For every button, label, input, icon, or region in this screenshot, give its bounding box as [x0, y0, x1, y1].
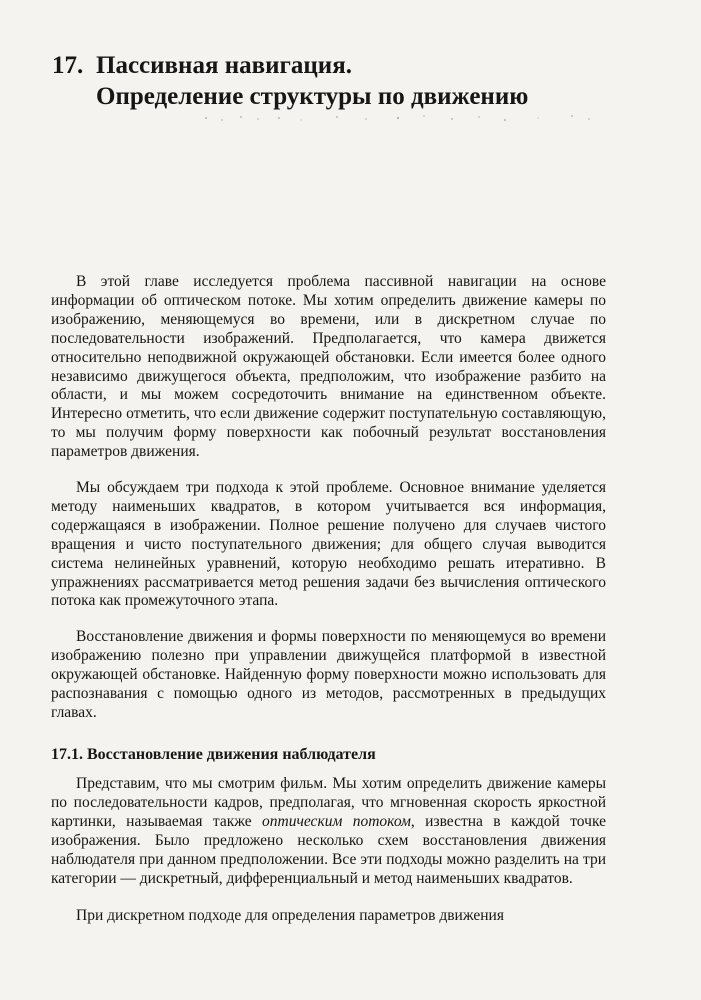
section-paragraph-1-text-b: , известна в каждой точке изображения. Было предложено несколько схем восстановления движения наблюдателя при данном предположении. Все эти подходы можно разделить на три категории — дискретный, дифференциальный и метод наименьших квадратов. — [51, 812, 606, 887]
section-paragraph-2: При дискретном подходе для определения параметров движения — [76, 907, 504, 924]
section-paragraph-1 — [51, 775, 606, 888]
chapter-title-line2: Определение структуры по движению — [96, 83, 529, 110]
section-heading: 17.1. Восстановление движения наблюдателя — [51, 746, 376, 763]
optical-flow-term: оптическим потоком — [262, 812, 411, 830]
intro-paragraph-1: В этой главе исследуется проблема пассивной навигации на основе информации об оптическом потоке. Мы хотим определить движение камеры по изображению, меняющемуся во времени, или в дискретном случае по последовательности изображений. Предполагается, что камера движется относительно неподвижной окружающей обстановки. Если имеется более одного независимо движущегося объекта, предположим, что изображение разбито на области, и мы можем сосредоточить внимание на единственном объекте. Интересно отметить, что если движение содержит поступательную составляющую, то мы получим форму поверхности как побочный результат восстановления параметров движения. — [51, 273, 606, 461]
intro-paragraph-3: Восстановление движения и формы поверхности по меняющемуся во времени изображению полезно при управлении движущейся платформой в известной окружающей обстановке. Найденную форму поверхности можно использовать для распознавания с помощью одного из методов, рассмотренных в предыдущих главах. — [51, 628, 606, 721]
chapter-title — [52, 50, 652, 112]
chapter-number: 17. — [52, 52, 84, 79]
intro-paragraph-2: Мы обсуждаем три подхода к этой проблеме. Основное внимание уделяется методу наименьших квадратов, в котором учитывается вся информация, содержащаяся в изображении. Полное решение получено для случаев чистого вращения и чисто поступательного движения; для общего случая выводится система нелинейных уравнений, которую необходимо решать итеративно. В упражнениях рассматривается метод решения задачи без вычисления оптического потока как промежуточного этапа. — [51, 479, 606, 610]
scan-noise-specks — [200, 112, 600, 124]
chapter-title-line1: Пассивная навигация. — [96, 52, 352, 79]
section-paragraph-1-text-a: Представим, что мы смотрим фильм. Мы хотим определить движение камеры по последовательности кадров, предполагая, что мгновенная скорость яркостной картинки, называемая также — [51, 775, 606, 830]
